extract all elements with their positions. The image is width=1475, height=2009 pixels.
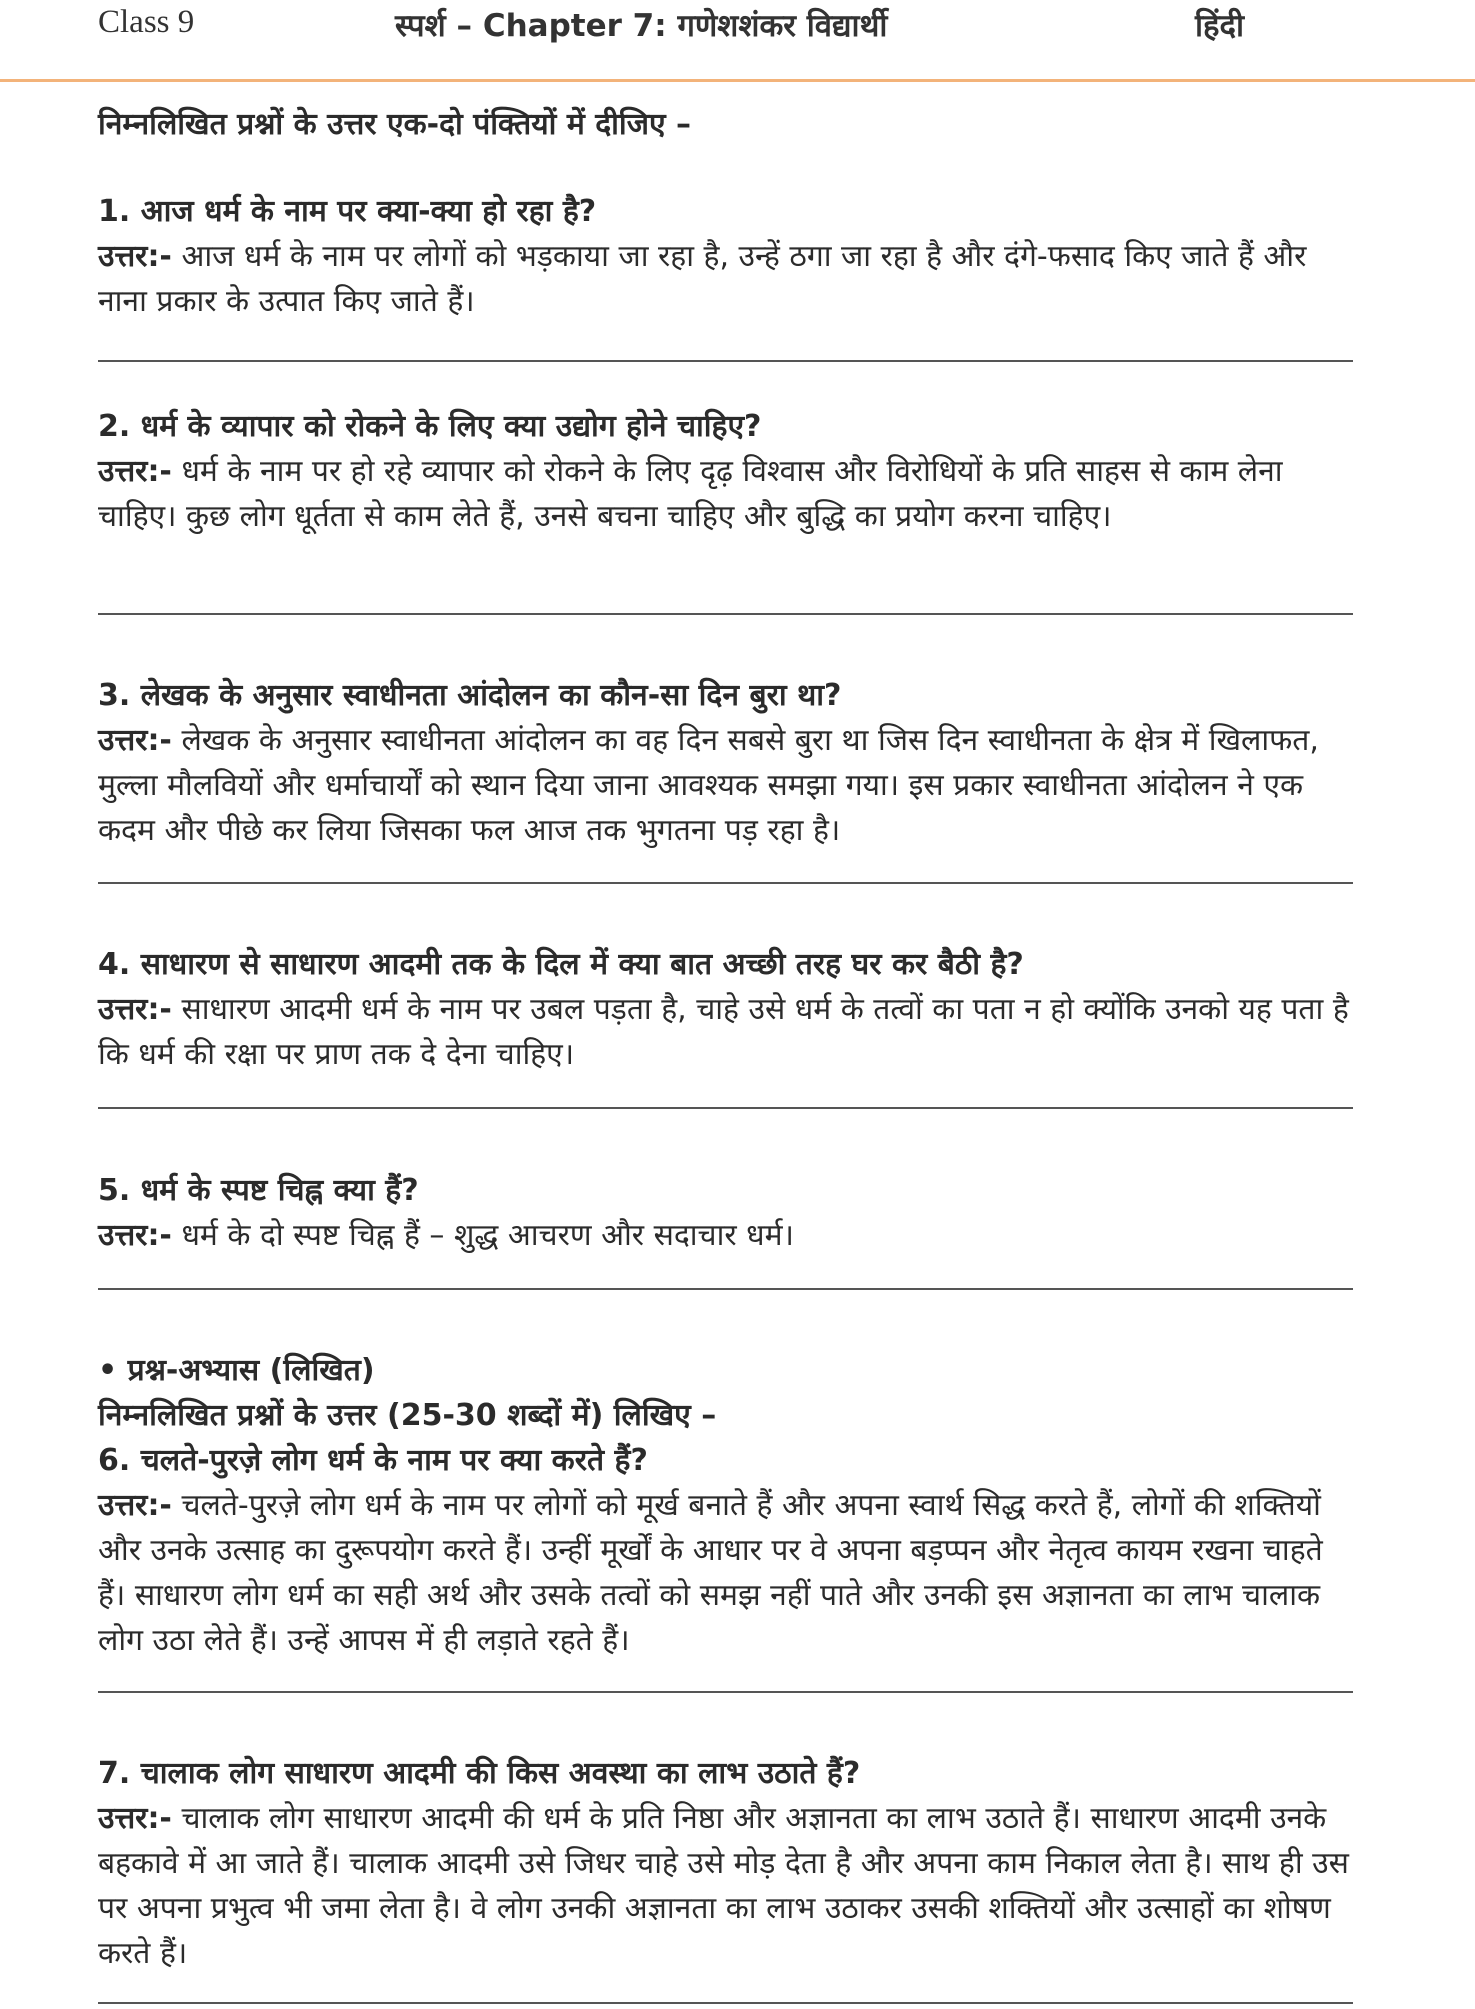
subject-label: हिंदी bbox=[1195, 8, 1244, 44]
question: 1. आज धर्म के नाम पर क्या-क्या हो रहा है? bbox=[98, 194, 597, 229]
divider bbox=[98, 613, 1353, 615]
answer bbox=[98, 718, 1353, 853]
answer-text: आज धर्म के नाम पर लोगों को भड़काया जा रहा है, उन्हें ठगा जा रहा है और दंगे-फसाद किए जाते हैं और नाना प्रकार के उत्पात किए जाते हैं। bbox=[98, 239, 1307, 319]
answer-label: उत्तर:- bbox=[98, 239, 172, 274]
section-title: • प्रश्न-अभ्यास (लिखित) bbox=[98, 1353, 375, 1388]
divider bbox=[98, 1107, 1353, 1109]
question: 2. धर्म के व्यापार को रोकने के लिए क्या उद्योग होने चाहिए? bbox=[98, 409, 762, 444]
chapter-title: स्पर्श – Chapter 7: गणेशशंकर विद्यार्थी bbox=[395, 8, 888, 44]
question-block bbox=[98, 942, 1353, 1077]
answer-label: उत्तर:- bbox=[98, 454, 172, 489]
answer-label: उत्तर:- bbox=[98, 1488, 172, 1523]
instruction-heading: निम्नलिखित प्रश्नों के उत्तर एक-दो पंक्तियों में दीजिए – bbox=[98, 107, 691, 142]
answer-label: उत्तर:- bbox=[98, 1801, 172, 1836]
answer bbox=[98, 234, 1353, 324]
question-block bbox=[98, 1348, 1353, 1663]
answer bbox=[98, 449, 1353, 539]
answer-label: उत्तर:- bbox=[98, 723, 172, 758]
divider bbox=[98, 1691, 1353, 1693]
answer-text: चलते-पुरज़े लोग धर्म के नाम पर लोगों को मूर्ख बनाते हैं और अपना स्वार्थ सिद्ध करते हैं, लोगों की शक्तियों और उनके उत्साह का दुरूपयोग करते हैं। उन्हीं मूर्खों के आधार पर वे अपना बड़प्पन और नेतृत्व कायम रखना चाहते हैं। साधारण लोग धर्म का सही अर्थ और उसके तत्वों को समझ नहीं पाते और उनकी इस अज्ञानता का लाभ चालाक लोग उठा लेते हैं। उन्हें आपस में ही लड़ाते रहते हैं। bbox=[98, 1488, 1323, 1658]
divider bbox=[98, 882, 1353, 884]
header-divider bbox=[0, 79, 1475, 82]
question-block bbox=[98, 404, 1353, 539]
section-instruction: निम्नलिखित प्रश्नों के उत्तर (25-30 शब्दों में) लिखिए – bbox=[98, 1398, 717, 1433]
divider bbox=[98, 1288, 1353, 1290]
answer bbox=[98, 1796, 1353, 1976]
question-block bbox=[98, 673, 1353, 853]
question: 5. धर्म के स्पष्ट चिह्न क्या हैं? bbox=[98, 1173, 419, 1208]
answer-text: धर्म के दो स्पष्ट चिह्न हैं – शुद्ध आचरण और सदाचार धर्म। bbox=[181, 1218, 794, 1253]
answer bbox=[98, 1213, 1353, 1258]
question: 3. लेखक के अनुसार स्वाधीनता आंदोलन का कौन-सा दिन बुरा था? bbox=[98, 678, 842, 713]
question-block bbox=[98, 189, 1353, 324]
question-block bbox=[98, 1168, 1353, 1258]
answer-text: लेखक के अनुसार स्वाधीनता आंदोलन का वह दिन सबसे बुरा था जिस दिन स्वाधीनता के क्षेत्र में खिलाफत, मुल्ला मौलवियों और धर्माचार्यों को स्थान दिया जाना आवश्यक समझा गया। इस प्रकार स्वाधीनता आंदोलन ने एक कदम और पीछे कर लिया जिसका फल आज तक भुगतना पड़ रहा है। bbox=[98, 723, 1319, 848]
divider bbox=[98, 2002, 1353, 2004]
answer bbox=[98, 987, 1353, 1077]
question-block bbox=[98, 1751, 1353, 1976]
answer-label: उत्तर:- bbox=[98, 1218, 172, 1253]
answer-text: चालाक लोग साधारण आदमी की धर्म के प्रति निष्ठा और अज्ञानता का लाभ उठाते हैं। साधारण आदमी उनके बहकावे में आ जाते हैं। चालाक आदमी उसे जिधर चाहे उसे मोड़ देता है और अपना काम निकाल लेता है। साथ ही उस पर अपना प्रभुत्व भी जमा लेता है। वे लोग उनकी अज्ञानता का लाभ उठाकर उसकी शक्तियों और उत्साहों का शोषण करते हैं। bbox=[98, 1801, 1349, 1971]
answer-text: धर्म के नाम पर हो रहे व्यापार को रोकने के लिए दृढ़ विश्वास और विरोधियों के प्रति साहस से काम लेना चाहिए। कुछ लोग धूर्तता से काम लेते हैं, उनसे बचना चाहिए और बुद्धि का प्रयोग करना चाहिए। bbox=[98, 454, 1283, 534]
class-label: Class 9 bbox=[98, 4, 195, 40]
question: 6. चलते-पुरज़े लोग धर्म के नाम पर क्या करते हैं? bbox=[98, 1443, 648, 1478]
page-header bbox=[0, 0, 1475, 78]
divider bbox=[98, 360, 1353, 362]
answer-text: साधारण आदमी धर्म के नाम पर उबल पड़ता है, चाहे उसे धर्म के तत्वों का पता न हो क्योंकि उनको यह पता है कि धर्म की रक्षा पर प्राण तक दे देना चाहिए। bbox=[98, 992, 1349, 1072]
answer bbox=[98, 1483, 1353, 1663]
question: 7. चालाक लोग साधारण आदमी की किस अवस्था का लाभ उठाते हैं? bbox=[98, 1756, 861, 1791]
answer-label: उत्तर:- bbox=[98, 992, 172, 1027]
question: 4. साधारण से साधारण आदमी तक के दिल में क्या बात अच्छी तरह घर कर बैठी है? bbox=[98, 947, 1024, 982]
